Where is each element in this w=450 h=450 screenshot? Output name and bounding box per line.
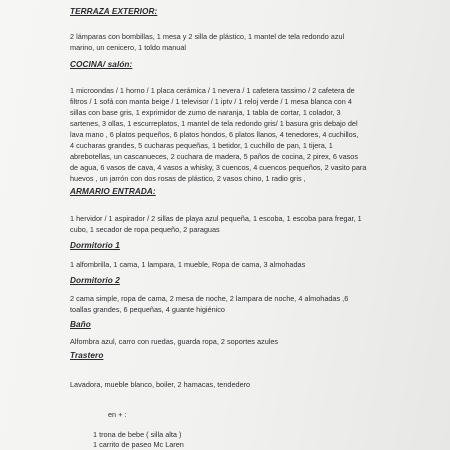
- section-title-bano: Baño: [70, 320, 91, 329]
- terraza-line: 2 lámparas con bombillas, 1 mesa y 2 silla de plástico, 1 mantel de tela redondo azul: [70, 32, 345, 41]
- section-title-cocina: COCINA/ salón:: [70, 60, 133, 69]
- dormitorio-2-line: toallas grandes, 6 pequeñas, 4 guante higiénico: [70, 305, 225, 314]
- trastero-line: Lavadora, mueble blanco, boiler, 2 hamacas, tendedero: [70, 380, 251, 389]
- cocina-line: huevos , un jarrón con dos rosas de plástico, 2 vasos chino, 1 radio gris ,: [70, 174, 306, 183]
- armario-line: 1 hervidor / 1 aspirador / 2 sillas de playa azul pequeña, 1 escoba, 1 escoba para fregar, 1: [70, 214, 362, 223]
- extra-intro: en + :: [108, 410, 127, 419]
- extra-line: 1 trona de bebe ( silla alta ): [93, 430, 182, 439]
- cocina-line: lava mano , 6 platos pequeños, 6 platos hondos, 6 platos llanos, 4 tenedores, 4 cuchillos,: [70, 130, 359, 139]
- armario-line: cubo, 1 secador de ropa pequeño, 2 paraguas: [70, 225, 220, 234]
- section-title-trastero: Trastero: [70, 351, 104, 360]
- cocina-line: filtros / 1 sofá con manta beige / 1 televisor / 1 iptv / 1 reloj verde / 1 mesa blanca con 4: [70, 97, 352, 106]
- section-title-dormitorio-1: Dormitorio 1: [70, 241, 120, 250]
- section-title-armario: ARMARIO ENTRADA:: [70, 187, 156, 196]
- cocina-line: abrebotellas, un cascanueces, 2 cuchara de madera, 5 paños de cocina, 2 pirex, 6 vasos: [70, 152, 358, 161]
- section-title-dormitorio-2: Dormitorio 2: [70, 276, 120, 285]
- dormitorio-2-line: 2 cama simple, ropa de cama, 2 mesa de noche, 2 lampara de noche, 4 almohadas ,6: [70, 294, 349, 303]
- dormitorio-1-line: 1 alfombrilla, 1 cama, 1 lampara, 1 mueble, Ropa de cama, 3 almohadas: [70, 260, 306, 269]
- terraza-line: marino, un cenicero, 1 toldo manual: [70, 43, 187, 52]
- cocina-line: de agua, 6 vasos de cava, 4 vasos a whisky, 3 cuencos, 4 cuencos pequeños, 2 vasito para: [70, 163, 367, 172]
- bano-line: Alfombra azul, carro con ruedas, guarda ropa, 2 soportes azules: [70, 337, 279, 346]
- section-title-terraza: TERRAZA EXTERIOR:: [70, 7, 158, 16]
- cocina-line: sartenes, 3 ollas, 1 escurreplatos, 1 mantel de tela redondo gris/ 1 basura gris debajo del: [70, 119, 358, 128]
- extra-line: 1 carrito de paseo Mc Laren: [93, 440, 184, 449]
- cocina-line: sillas con base gris, 1 exprimidor de zumo de naranja, 1 tabla de cortar, 1 colador, 3: [70, 108, 341, 117]
- cocina-line: 4 cucharas grandes, 5 cucharas pequeñas, 1 betidor, 1 cuchillo de pan, 1 tijera, 1: [70, 141, 333, 150]
- cocina-line: 1 microondas / 1 horno / 1 placa cerámica / 1 nevera / 1 cafetera tassimo / 2 cafetera de: [70, 86, 355, 95]
